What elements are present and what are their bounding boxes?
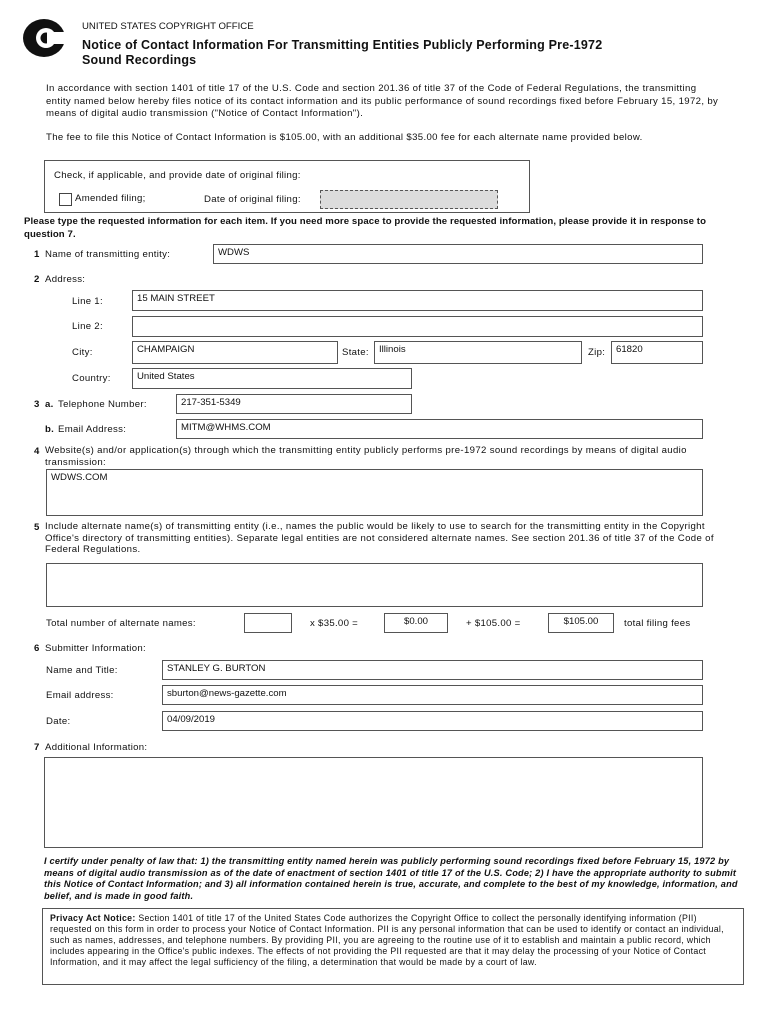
submitter-name-label: Name and Title: <box>46 665 118 676</box>
certification-statement: I certify under penalty of law that: 1) the transmitting entity named herein was publicly performing sound recordings fixed before February 15, 1972 by means of digital audio transmission as of the date of enactment of section 1401 of title 17 of the U.S. Code; 2) I have the appropriate authority to submit this Notice of Contact Information; and 3) all information contained herein is true, accurate, and complete to the best of my knowledge, information, and belief, and is made in good faith. <box>44 856 738 901</box>
state-field[interactable]: Illinois <box>374 341 582 364</box>
q2-label: Address: <box>45 274 86 285</box>
submitter-name-field[interactable]: STANLEY G. BURTON <box>162 660 703 680</box>
zip-field[interactable]: 61820 <box>611 341 703 364</box>
total-alternate-field[interactable] <box>244 613 292 633</box>
country-field[interactable]: United States <box>132 368 412 389</box>
city-field[interactable]: CHAMPAIGN <box>132 341 338 364</box>
privacy-heading: Privacy Act Notice: <box>50 913 136 923</box>
q1-label: Name of transmitting entity: <box>45 249 171 260</box>
phone-field[interactable]: 217-351-5349 <box>176 394 412 414</box>
q5-label: Include alternate name(s) of transmitting entity (i.e., names the public would be likely to use to search for the transmitting entity in the Copyright Office's directory of transmitting entities). Separate legal entities are not considered alternate names. See section 201.36 of title 37 of the Code of Federal Regulations. <box>45 521 714 555</box>
original-date-label: Date of original filing: <box>204 194 301 205</box>
q6-label: Submitter Information: <box>45 643 146 654</box>
q2-number: 2 <box>34 274 40 285</box>
email-label: Email Address: <box>58 424 127 435</box>
entity-name-field[interactable]: WDWS <box>213 244 703 264</box>
privacy-text: Section 1401 of title 17 of the United States Code authorizes the Copyright Office to collect the personally identifying information (PII) requested on this form in order to process your Notice of Contact Information. PII is any personal information that can be used to identify or contact an individual, such as names, addresses, and telephone numbers. By providing PII, you are agreeing to the routine use of it to establish and maintain a public record, which includes appearing in the Office's public indexes. The effects of not providing the PII requested are that it may delay the processing of your Notice of Contact Information, and it may affect the legal sufficiency of the filing, a determination that would be made by a court of law. <box>50 913 724 967</box>
total-fee-field[interactable]: $105.00 <box>548 613 614 633</box>
q4-number: 4 <box>34 446 40 457</box>
alternate-fee-field[interactable]: $0.00 <box>384 613 448 633</box>
website-field[interactable]: WDWS.COM <box>46 469 703 516</box>
q3b-label: b. <box>45 424 55 435</box>
country-label: Country: <box>72 373 111 384</box>
state-label: State: <box>342 347 369 358</box>
total-fee-label: total filing fees <box>624 618 691 629</box>
q7-number: 7 <box>34 742 40 753</box>
total-alternate-label: Total number of alternate names: <box>46 618 196 629</box>
amended-filing-checkbox[interactable] <box>59 193 72 206</box>
fee-multiplier: x $35.00 = <box>310 618 359 629</box>
original-date-field[interactable] <box>320 190 498 209</box>
line1-label: Line 1: <box>72 296 103 307</box>
city-label: City: <box>72 347 93 358</box>
alternate-names-field[interactable] <box>46 563 703 607</box>
q4-label: Website(s) and/or application(s) through which the transmitting entity publicly performs pre-1972 sound recordings by means of digital audio transmission: <box>45 445 687 468</box>
q3a-label: a. <box>45 399 54 410</box>
submitter-email-label: Email address: <box>46 690 114 701</box>
address-line1-field[interactable]: 15 MAIN STREET <box>132 290 703 311</box>
q6-number: 6 <box>34 643 40 654</box>
phone-label: Telephone Number: <box>58 399 147 410</box>
submitter-email-field[interactable]: sburton@news-gazette.com <box>162 685 703 705</box>
q1-number: 1 <box>34 249 40 260</box>
base-fee-text: + $105.00 = <box>466 618 521 629</box>
line2-label: Line 2: <box>72 321 103 332</box>
form-title: Notice of Contact Information For Transmitting Entities Publicly Performing Pre-1972 Sound Recordings <box>82 38 603 67</box>
q3-number: 3 <box>34 399 40 410</box>
office-name: UNITED STATES COPYRIGHT OFFICE <box>82 21 254 32</box>
address-line2-field[interactable] <box>132 316 703 337</box>
intro-paragraph: In accordance with section 1401 of title 17 of the U.S. Code and section 201.36 of title 37 of the Code of Federal Regulations, the transmitting entity named below hereby files notice of its contact information and its public performance of sound recordings fixed before February 15, 1972, by means of digital audio transmission ("Notice of Contact Information"). <box>46 83 719 119</box>
privacy-notice <box>42 908 744 985</box>
amended-instruction: Check, if applicable, and provide date of original filing: <box>54 170 301 181</box>
q5-number: 5 <box>34 522 40 533</box>
amended-filing-label: Amended filing; <box>75 193 146 204</box>
additional-info-field[interactable] <box>44 757 703 848</box>
instructions: Please type the requested information for each item. If you need more space to provide the requested information, please provide it in response to question 7. <box>24 216 707 240</box>
fee-paragraph: The fee to file this Notice of Contact Information is $105.00, with an additional $35.00 fee for each alternate name provided below. <box>46 132 643 143</box>
copyright-office-logo <box>22 18 72 58</box>
zip-label: Zip: <box>588 347 606 358</box>
q7-label: Additional Information: <box>45 742 148 753</box>
submitter-date-label: Date: <box>46 716 71 727</box>
submitter-date-field[interactable]: 04/09/2019 <box>162 711 703 731</box>
email-field[interactable]: MITM@WHMS.COM <box>176 419 703 439</box>
